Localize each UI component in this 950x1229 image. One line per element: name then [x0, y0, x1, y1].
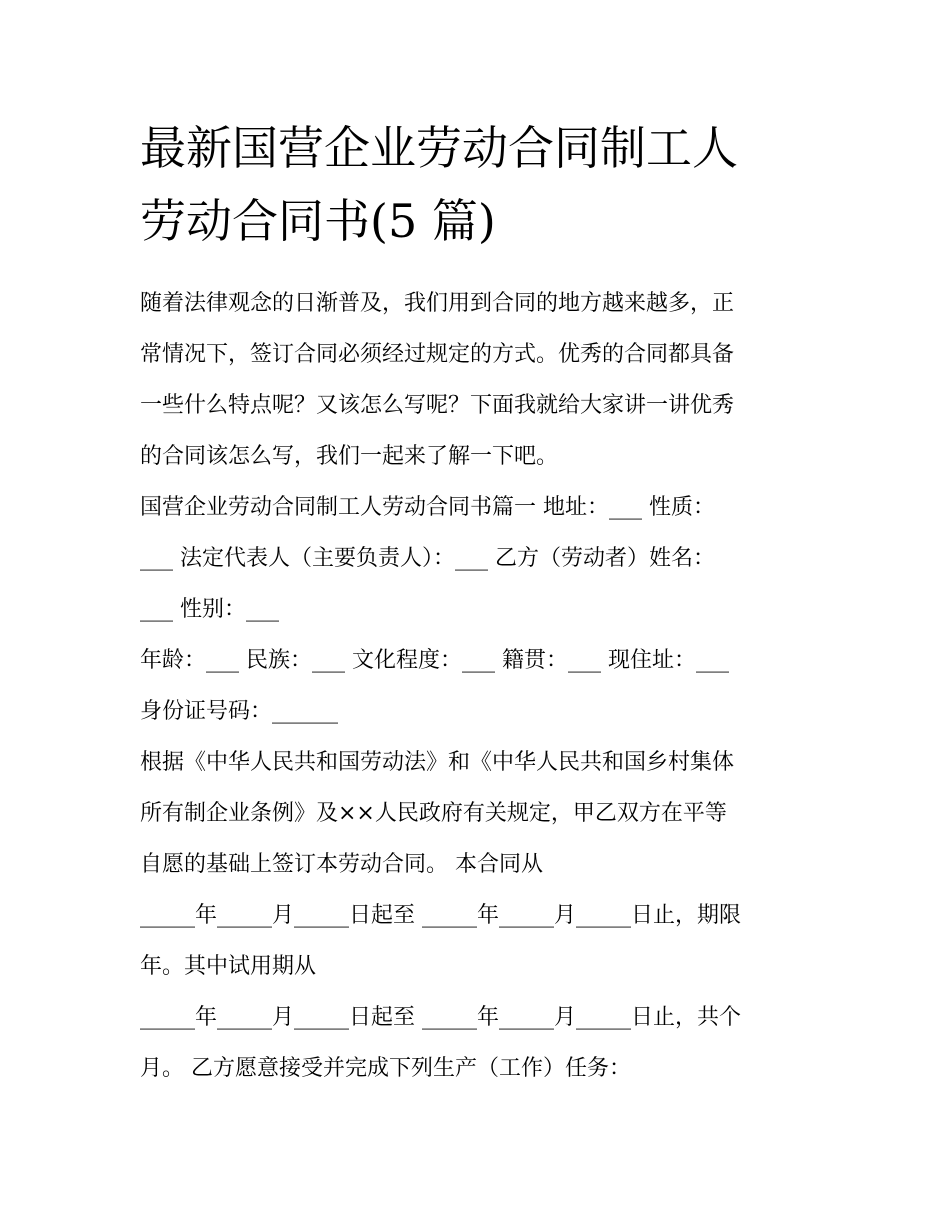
contract-basis-line-2: 所有制企业条例》及××人民政府有关规定，甲乙双方在平等 [140, 801, 727, 826]
contract-party-line-3: ___ 性别：___ [140, 597, 279, 622]
intro-line-4: 的合同该怎么写，我们一起来了解一下吧。 [140, 444, 559, 469]
contract-personal-info-line: 年龄：___ 民族：___ 文化程度：___ 籍贯：___ 现住址：___ [140, 648, 729, 673]
title-line-2: 劳动合同书(5 篇) [140, 194, 496, 248]
contract-term-line-1: _____年_____月_____日起至 _____年_____月_____日止，期限 [140, 903, 741, 928]
intro-line-2: 常情况下，签订合同必须经过规定的方式。优秀的合同都具备 [140, 342, 735, 367]
contract-id-line: 身份证号码：______ [140, 699, 339, 724]
probation-term-line-1: _____年_____月_____日起至 _____年_____月_____日止，共个 [140, 1005, 741, 1030]
contract-term-line-2: 年。其中试用期从 [140, 954, 317, 979]
document-body [140, 278, 830, 1094]
contract-party-line-2: ___ 法定代表人（主要负责人）：___ 乙方（劳动者）姓名： [140, 546, 715, 571]
document-title [140, 112, 840, 258]
contract-party-line-1: 国营企业劳动合同制工人劳动合同书篇一 地址：___ 性质： [140, 495, 715, 520]
intro-line-1: 随着法律观念的日渐普及，我们用到合同的地方越来越多，正 [140, 291, 735, 316]
probation-term-line-2: 月。 乙方愿意接受并完成下列生产（工作）任务： [140, 1056, 631, 1081]
title-line-1: 最新国营企业劳动合同制工人 [140, 121, 738, 175]
contract-basis-line-3: 自愿的基础上签订本劳动合同。 本合同从 [140, 852, 543, 877]
contract-basis-line-1: 根据《中华人民共和国劳动法》和《中华人民共和国乡村集体 [140, 750, 735, 775]
intro-line-3: 一些什么特点呢？又该怎么写呢？下面我就给大家讲一讲优秀 [140, 393, 735, 418]
